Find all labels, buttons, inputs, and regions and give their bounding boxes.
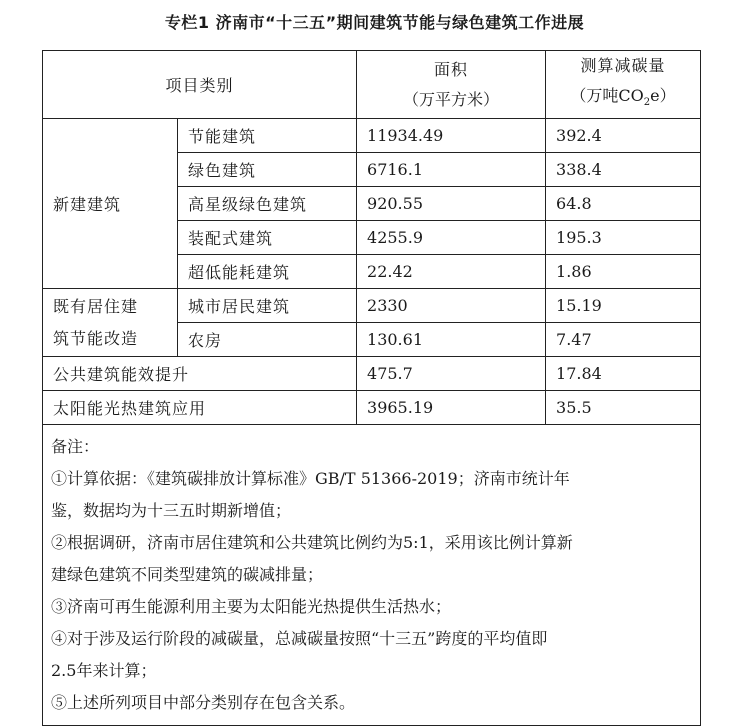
- row-co2: 338.4: [546, 153, 701, 187]
- notes-row: [43, 425, 701, 726]
- notes-heading: 备注：: [51, 437, 100, 457]
- note-line: ③济南可再生能源利用主要为太阳能光热提供生活热水；: [51, 597, 452, 617]
- page-title: 专栏1 济南市“十三五”期间建筑节能与绿色建筑工作进展: [164, 13, 585, 32]
- row-area: 920.55: [357, 187, 546, 221]
- row-co2: 35.5: [546, 391, 701, 425]
- row-co2: 392.4: [546, 119, 701, 153]
- row-name: 装配式建筑: [178, 221, 357, 255]
- row-co2: 1.86: [546, 255, 701, 289]
- row-area: 6716.1: [357, 153, 546, 187]
- header-co2-unit-prefix: （万吨CO: [570, 86, 644, 105]
- row-co2: 195.3: [546, 221, 701, 255]
- group-existing-line2: 筑节能改造: [53, 328, 139, 348]
- row-name: 超低能耗建筑: [178, 255, 357, 289]
- row-area: 3965.19: [357, 391, 546, 425]
- note-line: 鉴，数据均为十三五时期新增值；: [51, 501, 292, 521]
- header-co2-unit: [570, 86, 676, 109]
- row-name: 城市居民建筑: [178, 289, 357, 323]
- note-line: ②根据调研，济南市居住建筑和公共建筑比例约为5:1，采用该比例计算新: [51, 533, 573, 553]
- row-name: 高星级绿色建筑: [178, 187, 357, 221]
- row-co2: 15.19: [546, 289, 701, 323]
- row-name: 太阳能光热建筑应用: [43, 391, 357, 425]
- group-new-building: 新建建筑: [43, 119, 178, 289]
- header-area: [357, 51, 546, 119]
- header-category: 项目类别: [43, 51, 357, 119]
- header-co2-title: 测算减碳量: [580, 56, 666, 75]
- table-row: [43, 391, 701, 425]
- table-row: [43, 119, 701, 153]
- row-area: 2330: [357, 289, 546, 323]
- row-area: 22.42: [357, 255, 546, 289]
- row-co2: 17.84: [546, 357, 701, 391]
- note-line: 建绿色建筑不同类型建筑的碳减排量；: [51, 565, 324, 585]
- header-co2: [546, 51, 701, 119]
- header-area-unit: （万平方米）: [403, 89, 500, 109]
- header-co2-unit-sub: 2: [643, 97, 651, 109]
- row-co2: 7.47: [546, 323, 701, 357]
- table-row: [43, 357, 701, 391]
- header-area-title: 面积: [434, 59, 469, 79]
- row-area: 475.7: [357, 357, 546, 391]
- group-existing-retrofit: [43, 289, 178, 357]
- note-line: 2.5年来计算；: [51, 661, 157, 681]
- note-line: ①计算依据：《建筑碳排放计算标准》GB/T 51366-2019；济南市统计年: [51, 469, 570, 489]
- note-line: ⑤上述所列项目中部分类别存在包含关系。: [51, 693, 356, 713]
- progress-table: [42, 50, 701, 726]
- row-area: 11934.49: [357, 119, 546, 153]
- row-area: 130.61: [357, 323, 546, 357]
- table-header-row: [43, 51, 701, 119]
- row-name: 绿色建筑: [178, 153, 357, 187]
- notes-cell: [43, 425, 701, 726]
- note-line: ④对于涉及运行阶段的减碳量，总减碳量按照“十三五”跨度的平均值即: [51, 629, 548, 649]
- group-existing-line1: 既有居住建: [53, 296, 139, 316]
- header-co2-unit-suffix: e）: [650, 86, 676, 105]
- row-co2: 64.8: [546, 187, 701, 221]
- row-area: 4255.9: [357, 221, 546, 255]
- row-name: 节能建筑: [178, 119, 357, 153]
- row-name: 农房: [178, 323, 357, 357]
- row-name: 公共建筑能效提升: [43, 357, 357, 391]
- table-row: [43, 289, 701, 323]
